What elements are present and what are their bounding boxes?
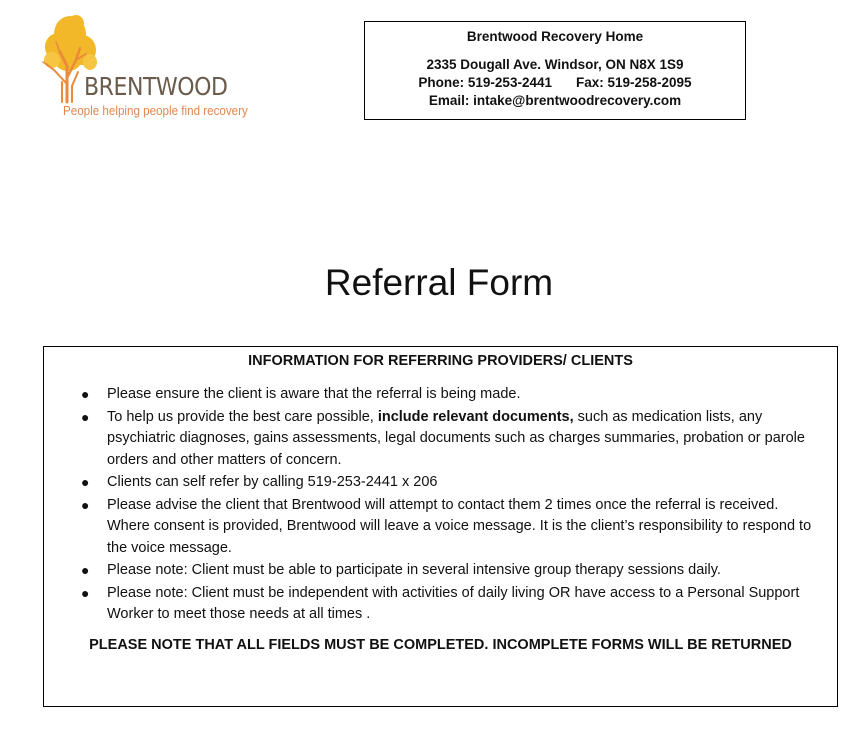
- logo-wordmark: BRENTWOOD: [84, 72, 228, 101]
- contact-box: [364, 21, 746, 120]
- email-address: Email: intake@brentwoodrecovery.com: [428, 93, 682, 108]
- list-item: ● Please ensure the client is aware that the referral is being made.: [44, 384, 837, 406]
- bullet-icon: ●: [81, 584, 90, 601]
- organization-name: Brentwood Recovery Home: [466, 29, 644, 44]
- list-item: ● To help us provide the best care possible, include relevant documents, such as medication lists, any psychiatric diagnoses, gains assessments, legal documents such as charges summaries, probation or parole orders and other matters of concern.: [81, 408, 805, 468]
- list-item: ● Please note: Client must be able to participate in several intensive group therapy sessions daily.: [44, 560, 837, 582]
- page-title: Referral Form: [324, 262, 554, 303]
- list-item: ● Please advise the client that Brentwood will attempt to contact them 2 times once the referral is received. Where consent is provided, Brentwood will leave a voice message. It is the client’s responsibility to respond to the voice message.: [81, 496, 812, 556]
- bullet-icon: ●: [81, 562, 90, 578]
- list-item: ● Please note: Client must be independent with activities of daily living OR have access to a Personal Support Worker to meet those needs at all times .: [81, 584, 800, 622]
- phone-number: Phone: 519-253-2441: [418, 75, 552, 90]
- bullet-icon: ●: [81, 408, 90, 425]
- phone-fax-line: [365, 75, 745, 90]
- list-item: ● Clients can self refer by calling 519-253-2441 x 206: [44, 472, 837, 494]
- fax-number: Fax: 519-258-2095: [575, 75, 692, 90]
- information-box: [43, 346, 838, 707]
- logo-tagline: People helping people find recovery: [63, 104, 248, 118]
- brentwood-logo: [40, 12, 248, 124]
- bullet-icon: ●: [81, 474, 90, 490]
- information-heading: INFORMATION FOR REFERRING PROVIDERS/ CLIENTS: [248, 353, 633, 369]
- emphasis-text: include relevant documents,: [377, 408, 574, 425]
- bullet-icon: ●: [81, 386, 90, 402]
- information-list: [44, 384, 837, 626]
- completion-notice: PLEASE NOTE THAT ALL FIELDS MUST BE COMPLETED. INCOMPLETE FORMS WILL BE RETURNED: [89, 636, 792, 653]
- organization-address: 2335 Dougall Ave. Windsor, ON N8X 1S9: [426, 57, 684, 72]
- bullet-icon: ●: [81, 496, 90, 513]
